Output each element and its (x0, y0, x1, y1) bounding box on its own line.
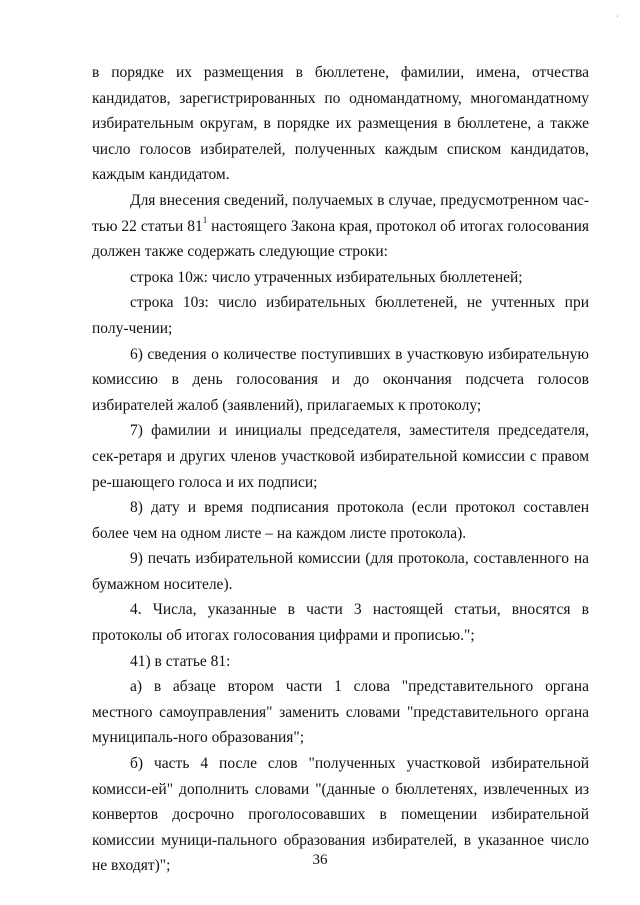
paragraph-item-8: 8) дату и время подписания протокола (если протокол составлен более чем на одном листе – на каждом листе протокола). (92, 499, 589, 542)
paragraph-line-10zh: строка 10ж: число утраченных избирательных бюллетеней; (130, 268, 523, 286)
paragraph-item-41: 41) в статье 81: (130, 652, 231, 670)
paragraph-item-6: 6) сведения о количестве поступивших в участковую избирательную комиссию в день голосования и до окончания подсчета голосов избирателей жалоб (заявлений), прилагаемых к протоколу; (92, 345, 589, 414)
paragraph-item-7: 7) фамилии и инициалы председателя, заместителя председателя, сек-ретаря и других членов участковой избирательной комиссии с правом ре-шающего голоса и их подписи; (92, 422, 589, 491)
page-number: 36 (312, 852, 328, 868)
paragraph-protocol-lines (92, 188, 589, 265)
paragraph-continuation: в порядке их размещения в бюллетене, фамилии, имена, отчества кандидатов, зарегистрированных по одномандатному, многомандатному избирательным округам, в порядке их размещения в бюллетене, а также число голосов избирателей, полученных каждым списком кандидатов, каждым кандидатом. (92, 64, 589, 184)
document-body (92, 60, 589, 879)
paragraph-subitem-a: а) в абзаце втором части 1 слова "представительного органа местного самоуправления" заменить словами "представительного органа муниципаль-ного образования"; (92, 678, 589, 747)
paragraph-item-9: 9) печать избирательной комиссии (для протокола, составленного на бумажном носителе). (92, 550, 589, 593)
paragraph-text-before: Для внесения сведений, получаемых в случае, предусмотренном час-тью 22 статьи 81 (92, 191, 589, 235)
paragraph-line-10z: строка 10з: число избирательных бюллетеней, не учтенных при полу-чении; (92, 294, 589, 337)
paragraph-text-after: настоящего Закона края, протокол об итогах голосования должен также содержать следующие строки: (92, 217, 589, 261)
paragraph-subitem-b: б) часть 4 после слов "полученных участковой избирательной комисси-ей" дополнить словами "(данные о бюллетенях, извлеченных из конвертов досрочно проголосовавших в помещении избирательной комиссии муници-пального образования избирателей, в указанное число не входят)"; (92, 755, 589, 875)
article-superscript: 1 (202, 215, 208, 226)
corner-mark: ' (616, 14, 618, 23)
paragraph-part-4: 4. Числа, указанные в части 3 настоящей статьи, вносятся в протоколы об итогах голосования цифрами и прописью."; (92, 601, 589, 645)
